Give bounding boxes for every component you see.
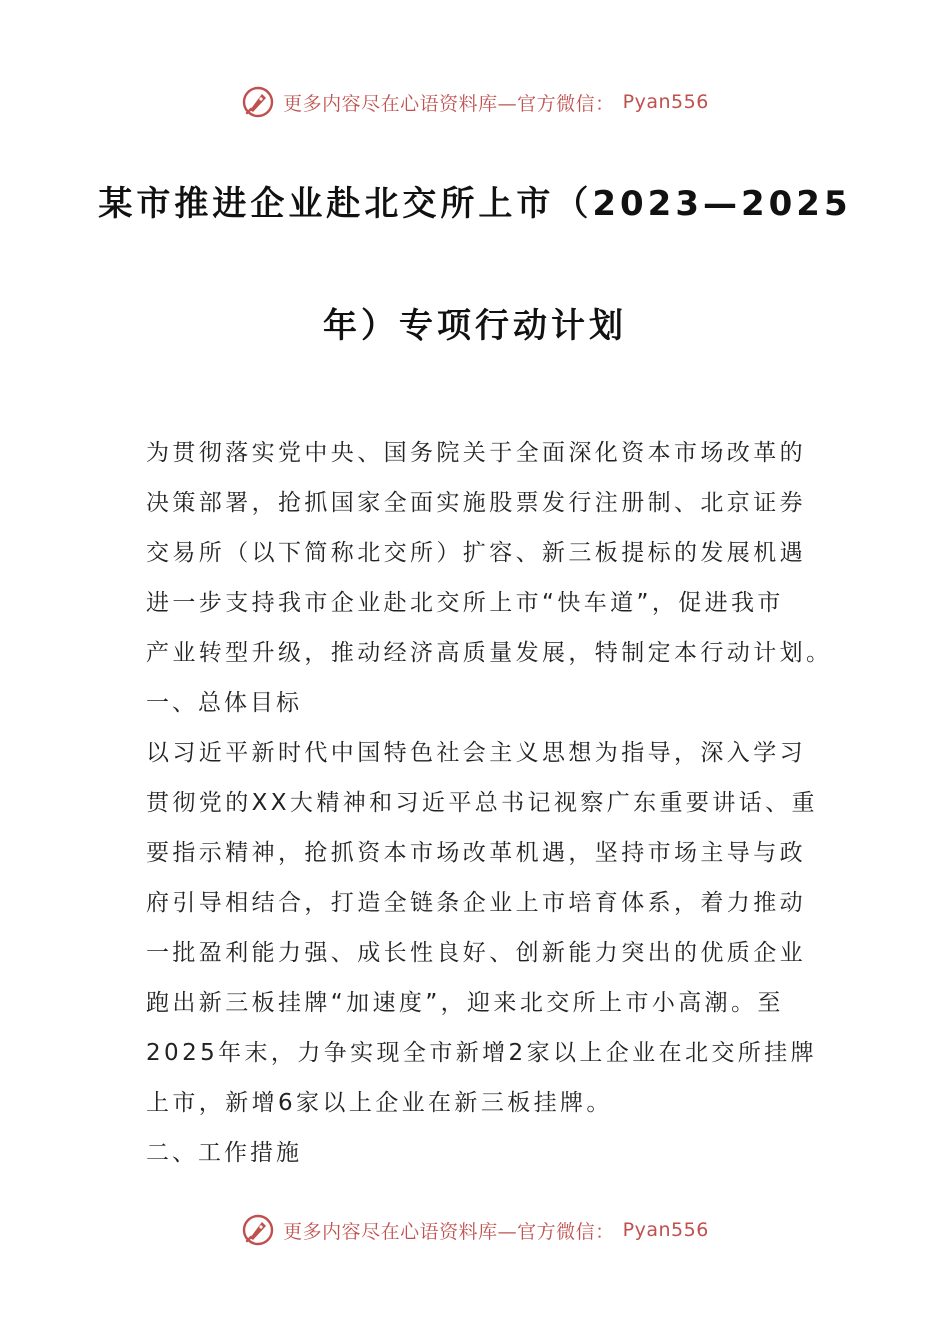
pen-nib-circle-icon (241, 85, 275, 119)
section-heading: 一、总体目标 (146, 690, 302, 716)
body-line: 上市，新增6家以上企业在新三板挂牌。 (146, 1090, 613, 1116)
body-line: 进一步支持我市企业赴北交所上市“快车道”，促进我市 (146, 590, 784, 616)
body-line: 要指示精神，抢抓资本市场改革机遇，坚持市场主导与政 (146, 840, 806, 866)
watermark-wechat-id: Pyan556 (622, 1219, 709, 1241)
footer-watermark (0, 1210, 950, 1250)
body-line: 决策部署，抢抓国家全面实施股票发行注册制、北京证券 (146, 490, 806, 516)
body-line: 以习近平新时代中国特色社会主义思想为指导，深入学习 (146, 740, 806, 766)
body-line: 一批盈利能力强、成长性良好、创新能力突出的优质企业 (146, 940, 806, 966)
document-body (146, 428, 833, 1178)
body-line: 府引导相结合，打造全链条企业上市培育体系，着力推动 (146, 890, 806, 916)
body-line: 交易所（以下简称北交所）扩容、新三板提标的发展机遇 (146, 540, 806, 566)
pen-nib-circle-icon (241, 1213, 275, 1247)
document-title-line-2: 年）专项行动计划 (323, 306, 627, 346)
body-line: 贯彻党的XX大精神和习近平总书记视察广东重要讲话、重 (146, 790, 818, 816)
body-line: 为贯彻落实党中央、国务院关于全面深化资本市场改革的 (146, 440, 806, 466)
section-heading: 二、工作措施 (146, 1140, 302, 1166)
body-line: 跑出新三板挂牌“加速度”，迎来北交所上市小高潮。至 (146, 990, 784, 1016)
watermark-text: 更多内容尽在心语资料库—官方微信： (283, 92, 615, 115)
body-line: 产业转型升级，推动经济高质量发展，特制定本行动计划。 (146, 640, 833, 666)
document-title-line-1: 某市推进企业赴北交所上市（2023—2025 (98, 184, 852, 224)
watermark-text: 更多内容尽在心语资料库—官方微信： (283, 1220, 615, 1243)
body-line: 2025年末，力争实现全市新增2家以上企业在北交所挂牌 (146, 1040, 817, 1066)
header-watermark (0, 82, 950, 122)
watermark-wechat-id: Pyan556 (622, 91, 709, 113)
